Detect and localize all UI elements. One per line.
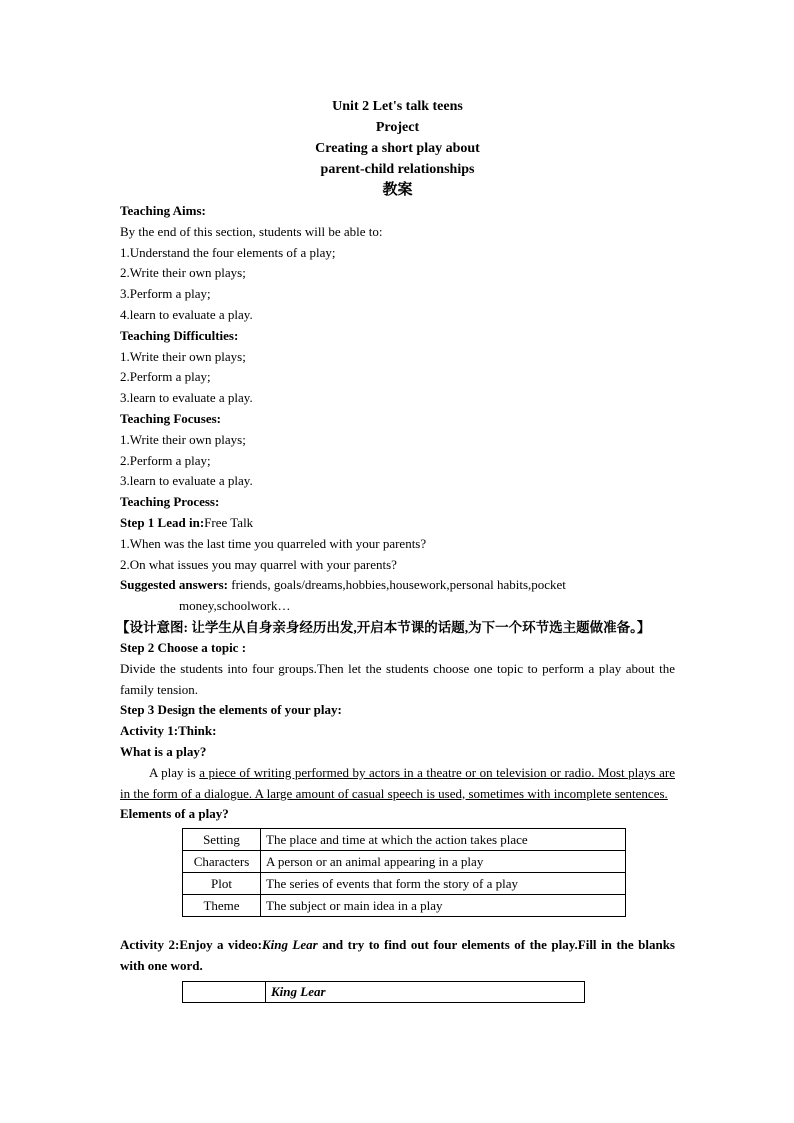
difficulties-heading: Teaching Difficulties: <box>120 327 239 343</box>
table-row <box>183 873 626 895</box>
title-line-5: 教案 <box>382 182 413 198</box>
element-key: Theme <box>183 895 261 917</box>
element-key: Setting <box>183 829 261 851</box>
aims-item: 4.learn to evaluate a play. <box>120 306 253 322</box>
step2-label: Step 2 Choose a topic : <box>120 639 247 655</box>
element-value: The series of events that form the story of a play <box>261 873 626 895</box>
difficulties-item: 1.Write their own plays; <box>120 348 246 364</box>
title-line-3: Creating a short play about <box>315 141 480 156</box>
step1-label: Step 1 Lead in: <box>120 514 205 530</box>
title-line-4: parent-child relationships <box>320 162 475 177</box>
aims-item: 2.Write their own plays; <box>120 265 246 281</box>
focuses-item: 3.learn to evaluate a play. <box>120 473 253 489</box>
step2-text: Divide the students into four groups.Then let the students choose one topic to perform a play about the family tension. <box>120 660 675 697</box>
element-value: The place and time at which the action takes place <box>261 829 626 851</box>
element-value: A person or an animal appearing in a play <box>261 851 626 873</box>
king-lear-header: King Lear <box>266 981 585 1002</box>
aims-intro: By the end of this section, students will be able to: <box>120 223 383 239</box>
difficulties-item: 3.learn to evaluate a play. <box>120 390 253 406</box>
suggested-text-1: friends, goals/dreams,hobbies,housework,personal habits,pocket <box>231 577 566 593</box>
aims-item: 1.Understand the four elements of a play; <box>120 244 336 260</box>
table-row <box>183 829 626 851</box>
title-line-2: Project <box>375 120 420 135</box>
element-key: Characters <box>183 851 261 873</box>
play-definition <box>120 763 675 805</box>
activity1-heading: Activity 1:Think: <box>120 723 217 739</box>
step1-line <box>120 513 675 534</box>
suggested-answers <box>120 575 675 596</box>
table-row <box>183 981 585 1002</box>
play-definition-lead: A play is <box>149 764 200 780</box>
what-is-play-heading: What is a play? <box>120 743 207 759</box>
focuses-heading: Teaching Focuses: <box>120 410 221 426</box>
king-lear-table <box>182 981 585 1003</box>
document-page <box>116 96 675 1003</box>
question-2: 2.On what issues you may quarrel with your parents? <box>120 556 397 572</box>
step3-label: Step 3 Design the elements of your play: <box>120 702 342 718</box>
elements-table <box>182 828 626 917</box>
elements-heading: Elements of a play? <box>120 806 229 822</box>
spacer <box>120 917 675 935</box>
activity2-lead: Activity 2:Enjoy a video: <box>120 937 262 953</box>
aims-heading: Teaching Aims: <box>120 203 206 218</box>
element-value: The subject or main idea in a play <box>261 895 626 917</box>
activity2-text <box>120 935 675 977</box>
design-note: 【设计意图: 让学生从自身亲身经历出发,开启本节课的话题,为下一个环节选主题做准备。】 <box>116 619 651 635</box>
table-row <box>183 851 626 873</box>
activity2-rest: and try to find out four elements of the play.Fill in the blanks with one word. <box>120 937 675 973</box>
question-1: 1.When was the last time you quarreled with your parents? <box>120 535 427 551</box>
focuses-item: 2.Perform a play; <box>120 452 211 468</box>
activity2-title: King Lear <box>261 937 318 953</box>
table-row <box>183 895 626 917</box>
difficulties-item: 2.Perform a play; <box>120 369 211 385</box>
step1-text: Free Talk <box>204 514 254 530</box>
document-title <box>120 96 675 201</box>
blank-cell <box>183 981 266 1002</box>
process-heading: Teaching Process: <box>120 494 220 510</box>
aims-item: 3.Perform a play; <box>120 286 211 302</box>
title-line-1: Unit 2 Let's talk teens <box>332 99 463 114</box>
play-definition-underlined: a piece of writing performed by actors in a theatre or on television or radio. Most plays are in the form of a dialogue. A large amount of casual speech is used, sometimes with incomplete sentences. <box>120 764 675 801</box>
suggested-label: Suggested answers: <box>120 577 228 593</box>
element-key: Plot <box>183 873 261 895</box>
focuses-item: 1.Write their own plays; <box>120 431 246 447</box>
suggested-text-2: money,schoolwork… <box>179 598 291 614</box>
